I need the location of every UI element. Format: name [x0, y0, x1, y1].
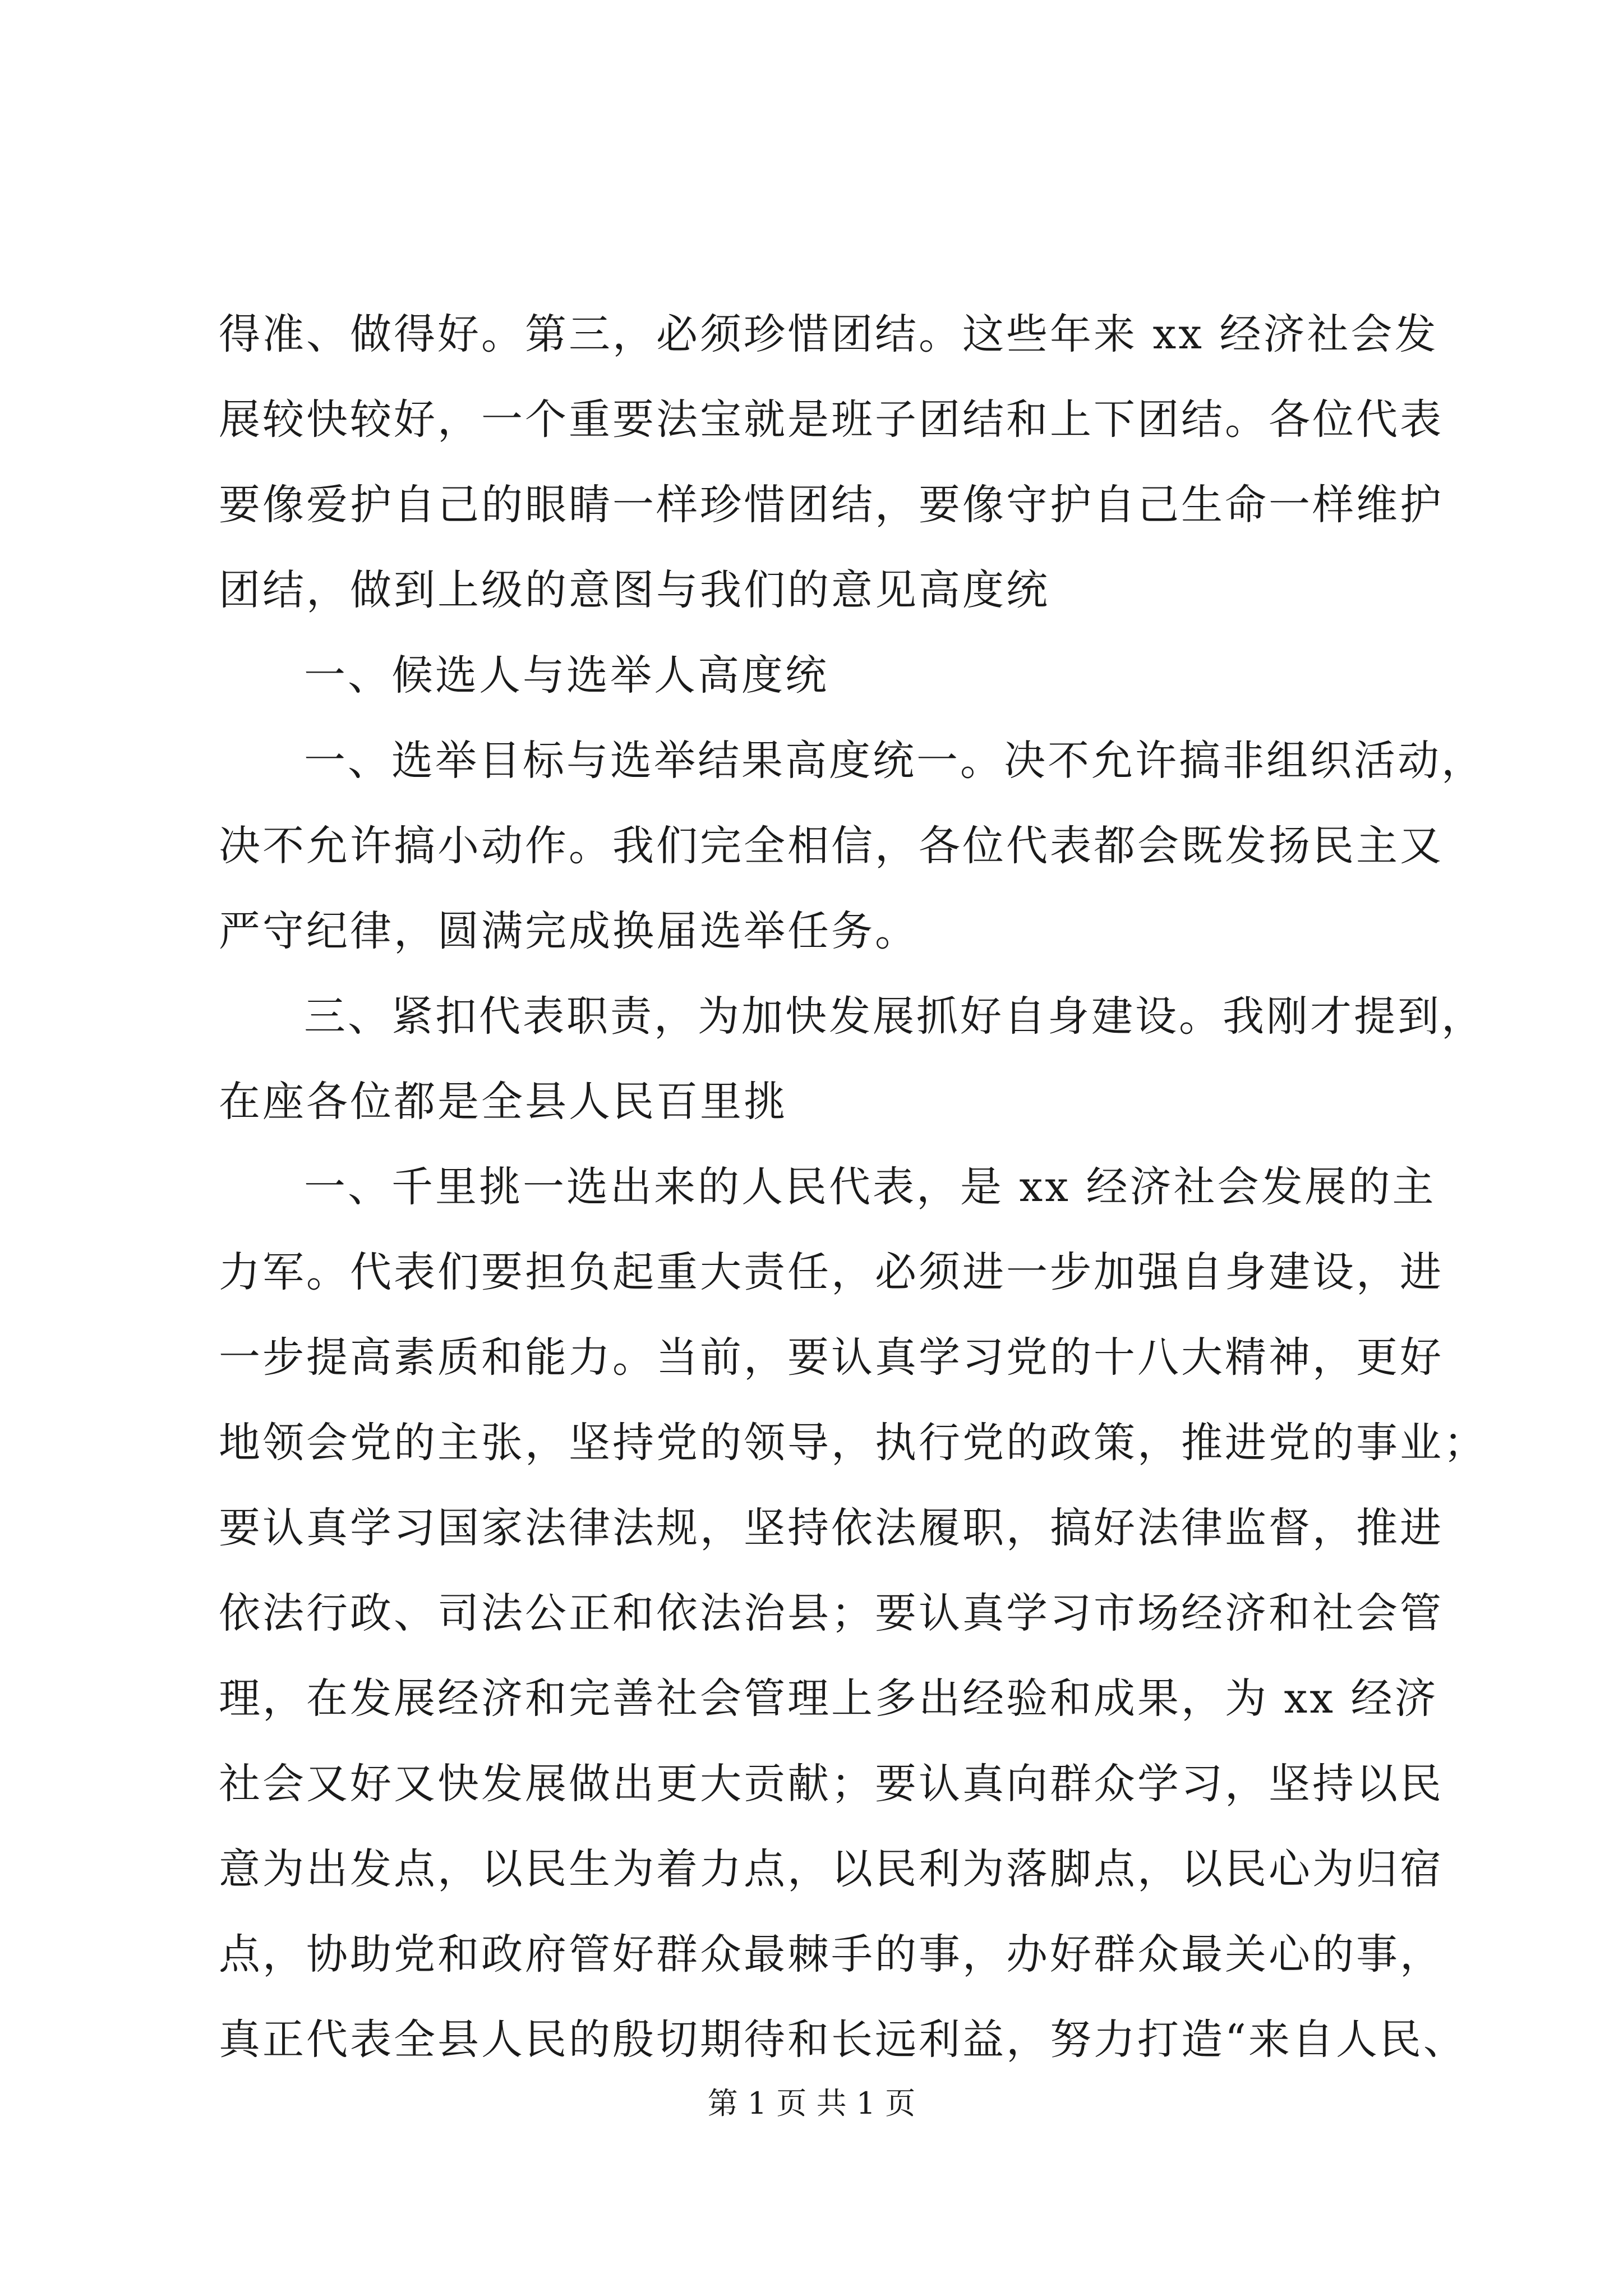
text-line: 决不允许搞小动作。我们完全相信，各位代表都会既发扬民主又 [219, 822, 1444, 870]
page-number-footer: 第 1 页 共 1 页 [707, 2086, 916, 2121]
text-line: 三、紧扣代表职责，为加快发展抓好自身建设。我刚才提到， [304, 992, 1485, 1041]
text-line: 地领会党的主张，坚持党的领导，执行党的政策，推进党的事业； [219, 1419, 1487, 1467]
text-line: 依法行政、司法公正和依法治县；要认真学习市场经济和社会管 [219, 1589, 1444, 1637]
text-line: 一、选举目标与选举结果高度统一。决不允许搞非组织活动， [304, 737, 1485, 785]
text-line: 展较快较好，一个重要法宝就是班子团结和上下团结。各位代表 [219, 395, 1444, 444]
text-line: 理，在发展经济和完善社会管理上多出经验和成果，为 xx 经济 [219, 1674, 1438, 1723]
text-line: 一步提高素质和能力。当前，要认真学习党的十八大精神，更好 [219, 1333, 1444, 1382]
text-line: 一、候选人与选举人高度统 [304, 651, 829, 700]
text-line: 团结，做到上级的意图与我们的意见高度统 [219, 566, 1050, 614]
text-line: 得准、做得好。第三，必须珍惜团结。这些年来 xx 经济社会发 [219, 310, 1438, 358]
text-line: 严守纪律，圆满完成换届选举任务。 [219, 907, 919, 955]
text-line: 真正代表全县人民的殷切期待和长远利益，努力打造“来自人民、 [219, 2016, 1467, 2064]
document-body [219, 292, 1487, 2082]
text-line: 要认真学习国家法律法规，坚持依法履职，搞好法律监督，推进 [219, 1504, 1444, 1552]
text-line: 在座各位都是全县人民百里挑 [219, 1078, 787, 1126]
text-line: 点，协助党和政府管好群众最棘手的事，办好群众最关心的事， [219, 1930, 1444, 1978]
text-line: 力军。代表们要担负起重大责任，必须进一步加强自身建设，进 [219, 1248, 1444, 1296]
text-line: 意为出发点，以民生为着力点，以民利为落脚点，以民心为归宿 [219, 1845, 1444, 1893]
text-line: 一、千里挑一选出来的人民代表，是 xx 经济社会发展的主 [304, 1163, 1436, 1211]
text-line: 社会又好又快发展做出更大贡献；要认真向群众学习，坚持以民 [219, 1760, 1444, 1808]
text-line: 要像爱护自己的眼睛一样珍惜团结，要像守护自己生命一样维护 [219, 481, 1444, 529]
